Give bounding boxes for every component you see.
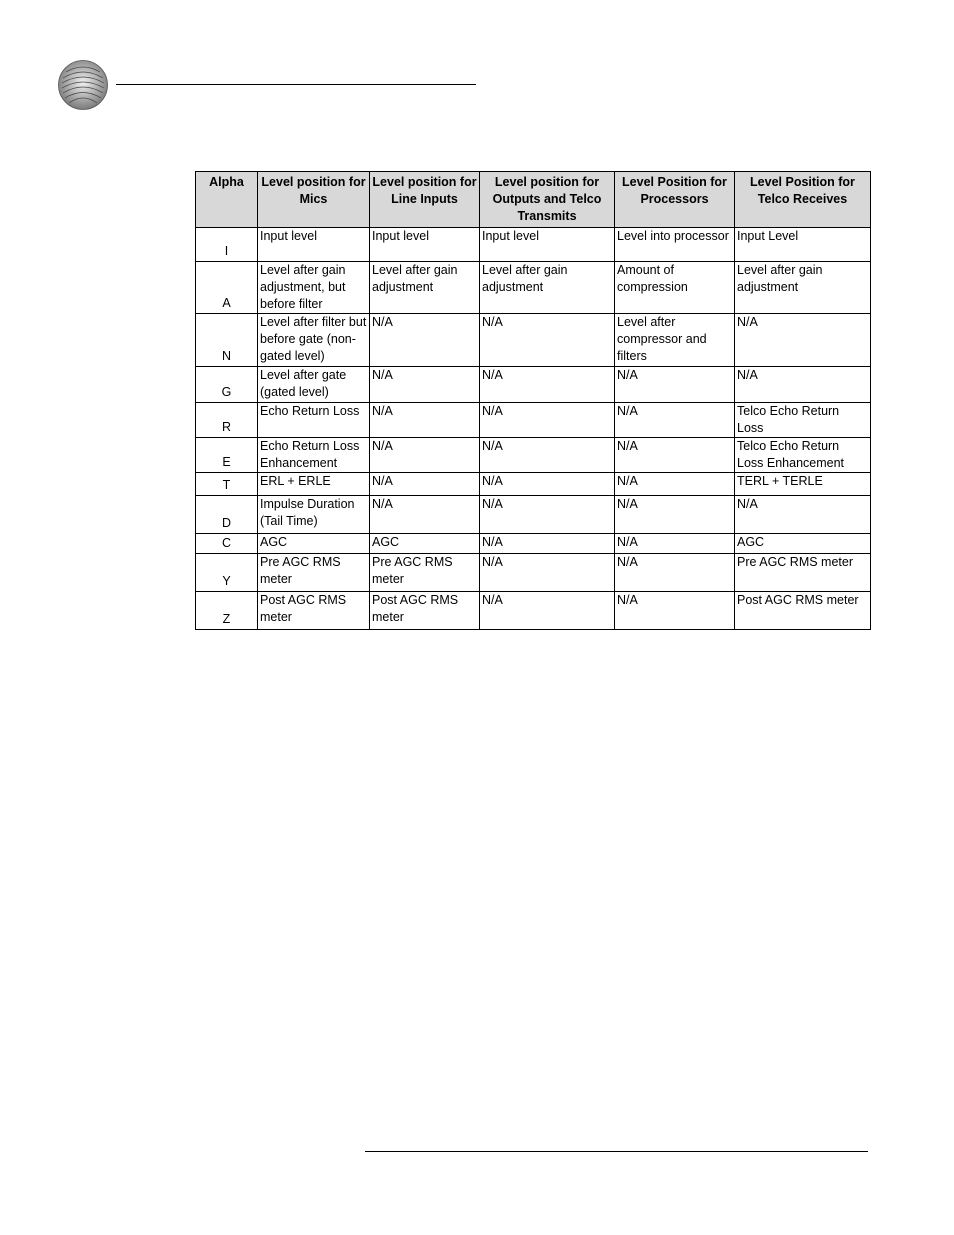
table-row	[196, 438, 871, 473]
table-row	[196, 496, 871, 534]
cell-telco: N/A	[735, 496, 871, 534]
cell-telco: Telco Echo Return Loss	[735, 403, 871, 438]
cell-telco: Pre AGC RMS meter	[735, 554, 871, 592]
table-row	[196, 367, 871, 403]
header-outputs: Level position for Outputs and Telco Transmits	[480, 172, 615, 228]
table-row	[196, 473, 871, 496]
cell-line: N/A	[370, 314, 480, 367]
cell-alpha: N	[196, 314, 258, 367]
cell-telco: Input Level	[735, 228, 871, 262]
cell-line: Level after gain adjustment	[370, 262, 480, 314]
cell-mics: Post AGC RMS meter	[258, 592, 370, 630]
cell-mics: Echo Return Loss Enhancement	[258, 438, 370, 473]
header-telco-receives: Level Position for Telco Receives	[735, 172, 871, 228]
cell-alpha: I	[196, 228, 258, 262]
cell-mics: Level after filter but before gate (non-gated level)	[258, 314, 370, 367]
table-row	[196, 228, 871, 262]
cell-processors: N/A	[615, 534, 735, 554]
cell-alpha: C	[196, 534, 258, 554]
cell-mics: Impulse Duration (Tail Time)	[258, 496, 370, 534]
cell-line: N/A	[370, 438, 480, 473]
cell-outputs: N/A	[480, 473, 615, 496]
table-row	[196, 534, 871, 554]
cell-processors: N/A	[615, 367, 735, 403]
cell-processors: N/A	[615, 496, 735, 534]
cell-alpha: R	[196, 403, 258, 438]
cell-telco: Post AGC RMS meter	[735, 592, 871, 630]
cell-alpha: T	[196, 473, 258, 496]
table-row	[196, 403, 871, 438]
cell-alpha: E	[196, 438, 258, 473]
cell-processors: N/A	[615, 403, 735, 438]
cell-processors: Level after compressor and filters	[615, 314, 735, 367]
cell-telco: Telco Echo Return Loss Enhancement	[735, 438, 871, 473]
cell-processors: N/A	[615, 438, 735, 473]
cell-line: N/A	[370, 367, 480, 403]
header-rule	[116, 84, 476, 85]
cell-outputs: N/A	[480, 403, 615, 438]
cell-processors: N/A	[615, 473, 735, 496]
cell-line: N/A	[370, 473, 480, 496]
cell-outputs: N/A	[480, 314, 615, 367]
cell-mics: Level after gate (gated level)	[258, 367, 370, 403]
cell-alpha: Z	[196, 592, 258, 630]
cell-alpha: Y	[196, 554, 258, 592]
cell-telco: N/A	[735, 314, 871, 367]
cell-alpha: A	[196, 262, 258, 314]
header-line-inputs: Level position for Line Inputs	[370, 172, 480, 228]
cell-line: Pre AGC RMS meter	[370, 554, 480, 592]
table-row	[196, 314, 871, 367]
table-row	[196, 592, 871, 630]
table-row	[196, 554, 871, 592]
cell-outputs: N/A	[480, 496, 615, 534]
cell-mics: Level after gain adjustment, but before filter	[258, 262, 370, 314]
cell-telco: Level after gain adjustment	[735, 262, 871, 314]
cell-telco: AGC	[735, 534, 871, 554]
cell-outputs: Level after gain adjustment	[480, 262, 615, 314]
logo-icon	[58, 60, 108, 110]
cell-line: N/A	[370, 496, 480, 534]
cell-line: Post AGC RMS meter	[370, 592, 480, 630]
cell-processors: Amount of compression	[615, 262, 735, 314]
cell-line: N/A	[370, 403, 480, 438]
cell-alpha: D	[196, 496, 258, 534]
cell-mics: Pre AGC RMS meter	[258, 554, 370, 592]
cell-line: AGC	[370, 534, 480, 554]
cell-mics: Echo Return Loss	[258, 403, 370, 438]
table-row	[196, 262, 871, 314]
cell-mics: ERL + ERLE	[258, 473, 370, 496]
cell-outputs: N/A	[480, 534, 615, 554]
cell-processors: N/A	[615, 592, 735, 630]
table-header-row	[196, 172, 871, 228]
alpha-level-table	[195, 171, 871, 630]
cell-outputs: N/A	[480, 592, 615, 630]
cell-processors: Level into processor	[615, 228, 735, 262]
cell-mics: AGC	[258, 534, 370, 554]
header-processors: Level Position for Processors	[615, 172, 735, 228]
cell-outputs: Input level	[480, 228, 615, 262]
cell-telco: N/A	[735, 367, 871, 403]
cell-processors: N/A	[615, 554, 735, 592]
header-alpha: Alpha	[196, 172, 258, 228]
cell-alpha: G	[196, 367, 258, 403]
cell-mics: Input level	[258, 228, 370, 262]
cell-outputs: N/A	[480, 554, 615, 592]
header-mics: Level position for Mics	[258, 172, 370, 228]
cell-line: Input level	[370, 228, 480, 262]
cell-outputs: N/A	[480, 438, 615, 473]
cell-outputs: N/A	[480, 367, 615, 403]
cell-telco: TERL + TERLE	[735, 473, 871, 496]
footer-rule	[365, 1151, 868, 1152]
